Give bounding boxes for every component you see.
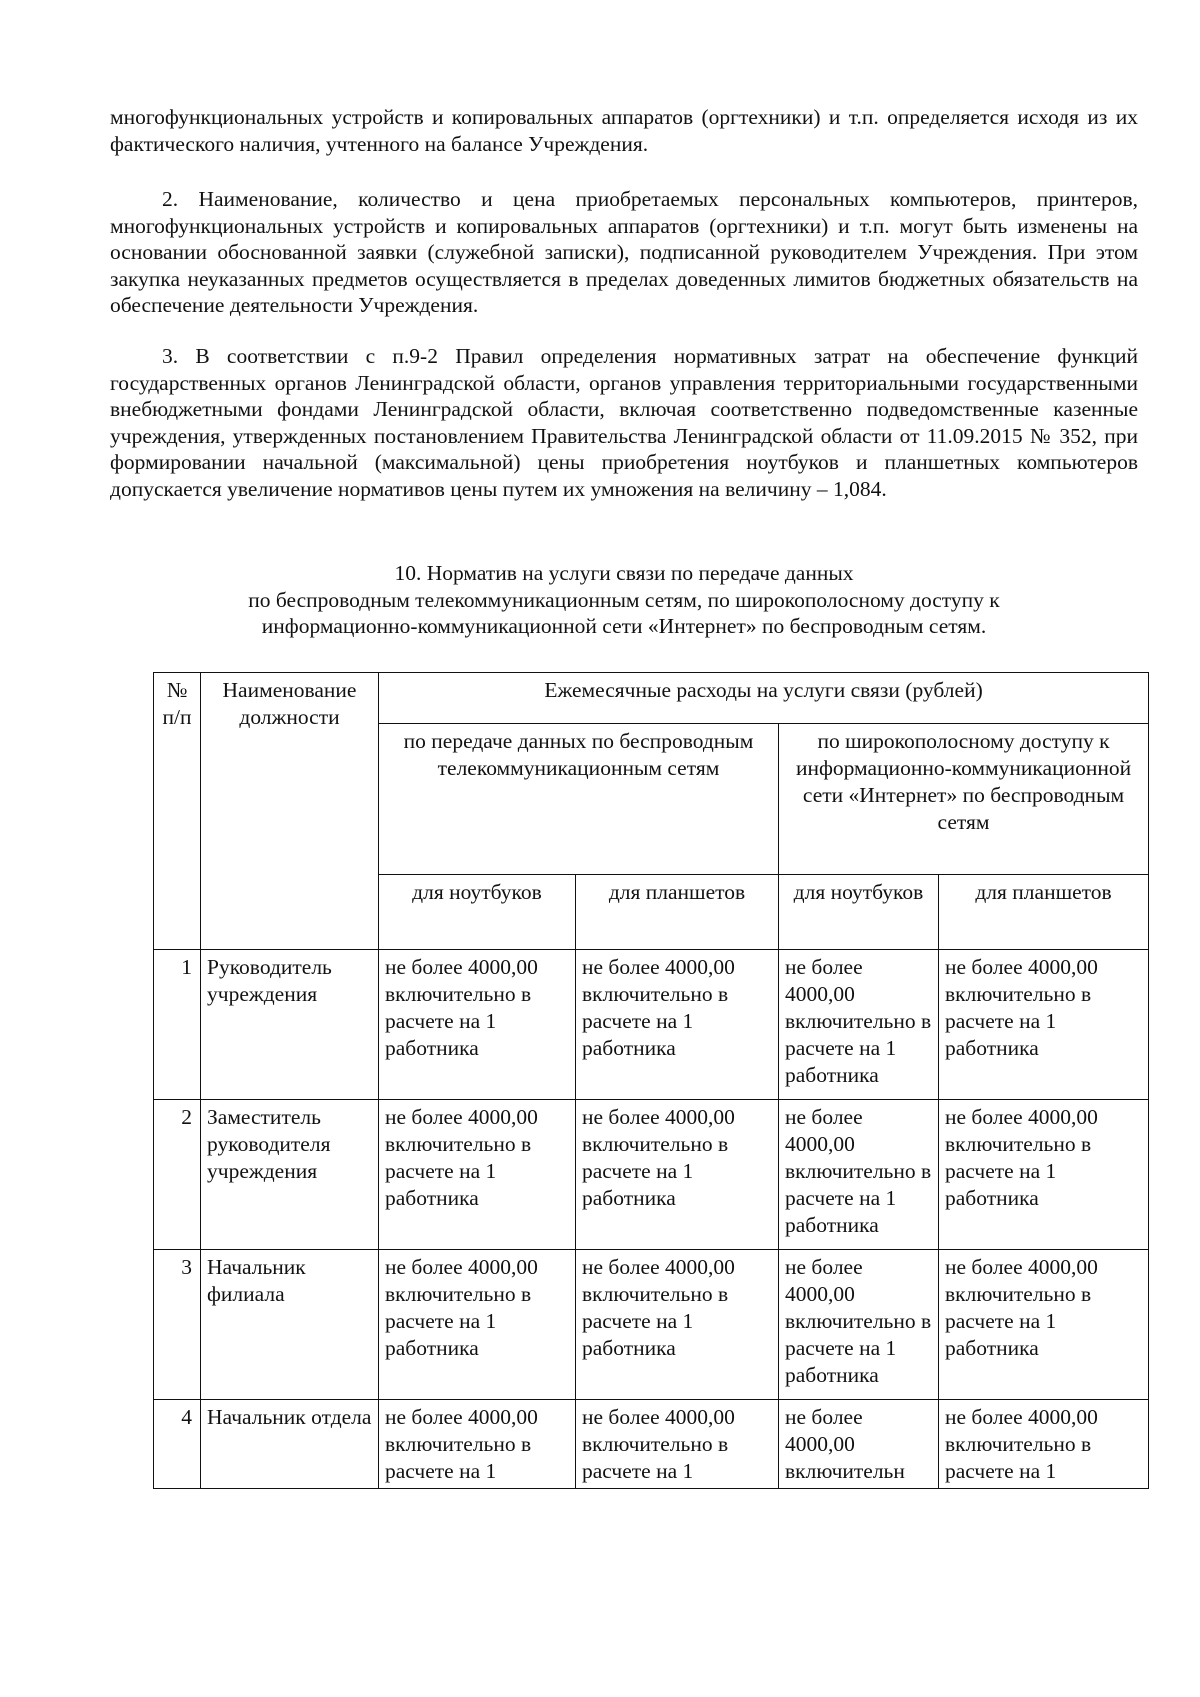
paragraph-item-3: 3. В соответствии с п.9-2 Правил определения нормативных затрат на обеспечение функций государственных органов Ленинградской области, органов управления территориальными государственными внебюджетными фондами Ленинградской области, включая соответственно подведомственные казенные учреждения, утвержденных постановлением Правительства Ленинградской области от 11.09.2015 № 352, при формировании начальной (максимальной) цены приобретения ноутбуков и планшетных компьютеров допускается увеличение нормативов цены путем их умножения на величину – 1,084. — [110, 344, 1138, 501]
row-cell-internet-laptops: не более 4000,00 включительн — [779, 1400, 939, 1489]
row-cell-internet-tablets: не более 4000,00 включительно в расчете на 1 работника — [939, 1100, 1149, 1250]
table-row — [154, 1400, 1149, 1489]
table-row — [154, 1250, 1149, 1400]
paragraph-item-2: 2. Наименование, количество и цена приобретаемых персональных компьютеров, принтеров, многофункциональных устройств и копировальных аппаратов (оргтехники) и т.п. могут быть изменены на основании обоснованной заявки (служебной записки), подписанной руководителем Учреждения. При этом закупка неуказанных предметов осуществляется в пределах доведенных лимитов бюджетных обязательств на обеспечение деятельности Учреждения. — [110, 187, 1138, 317]
table-row — [154, 1100, 1149, 1250]
header-laptops-broadband: для ноутбуков — [779, 875, 939, 950]
row-cell-data-tablets: не более 4000,00 включительно в расчете на 1 работника — [576, 1100, 779, 1250]
row-cell-data-laptops: не более 4000,00 включительно в расчете на 1 работника — [379, 950, 576, 1100]
row-cell-data-laptops: не более 4000,00 включительно в расчете на 1 — [379, 1400, 576, 1489]
header-broadband: по широкополосному доступу к информационно-коммуникационной сети «Интернет» по беспроводным сетям — [779, 724, 1149, 875]
row-position: Начальник филиала — [201, 1250, 379, 1400]
header-laptops: для ноутбуков — [379, 875, 576, 950]
row-cell-data-laptops: не более 4000,00 включительно в расчете на 1 работника — [379, 1100, 576, 1250]
section-heading — [110, 560, 1138, 640]
header-monthly-expenses: Ежемесячные расходы на услуги связи (рублей) — [379, 673, 1149, 724]
row-cell-internet-tablets: не более 4000,00 включительно в расчете на 1 — [939, 1400, 1149, 1489]
heading-line-2: по беспроводным телекоммуникационным сетям, по широкополосному доступу к — [248, 587, 1000, 612]
norms-table — [153, 672, 1149, 1489]
heading-line-3: информационно-коммуникационной сети «Интернет» по беспроводным сетям. — [261, 614, 987, 638]
row-cell-data-tablets: не более 4000,00 включительно в расчете на 1 — [576, 1400, 779, 1489]
header-row-1 — [154, 673, 1149, 724]
header-tablets-broadband: для планшетов — [939, 875, 1149, 950]
row-cell-internet-tablets: не более 4000,00 включительно в расчете на 1 работника — [939, 1250, 1149, 1400]
header-data-transfer: по передаче данных по беспроводным телекоммуникационным сетям — [379, 724, 779, 875]
header-num: № п/п — [154, 673, 201, 950]
table-row — [154, 950, 1149, 1100]
row-cell-data-laptops: не более 4000,00 включительно в расчете на 1 работника — [379, 1250, 576, 1400]
row-cell-internet-tablets: не более 4000,00 включительно в расчете на 1 работника — [939, 950, 1149, 1100]
header-tablets: для планшетов — [576, 875, 779, 950]
row-cell-internet-laptops: не более 4000,00 включительно в расчете на 1 работника — [779, 1100, 939, 1250]
row-position: Руководитель учреждения — [201, 950, 379, 1100]
row-position: Заместитель руководителя учреждения — [201, 1100, 379, 1250]
row-cell-data-tablets: не более 4000,00 включительно в расчете на 1 работника — [576, 950, 779, 1100]
row-number: 3 — [154, 1250, 201, 1400]
row-cell-internet-laptops: не более 4000,00 включительно в расчете на 1 работника — [779, 1250, 939, 1400]
row-cell-data-tablets: не более 4000,00 включительно в расчете на 1 работника — [576, 1250, 779, 1400]
paragraph-continuation: многофункциональных устройств и копировальных аппаратов (оргтехники) и т.п. определяется исходя из их фактического наличия, учтенного на балансе Учреждения. — [110, 105, 1138, 156]
row-position: Начальник отдела — [201, 1400, 379, 1489]
heading-line-1: 10. Норматив на услуги связи по передаче данных — [394, 561, 854, 585]
header-position: Наименование должности — [201, 673, 379, 950]
row-number: 4 — [154, 1400, 201, 1489]
row-number: 1 — [154, 950, 201, 1100]
row-cell-internet-laptops: не более 4000,00 включительно в расчете на 1 работника — [779, 950, 939, 1100]
row-number: 2 — [154, 1100, 201, 1250]
